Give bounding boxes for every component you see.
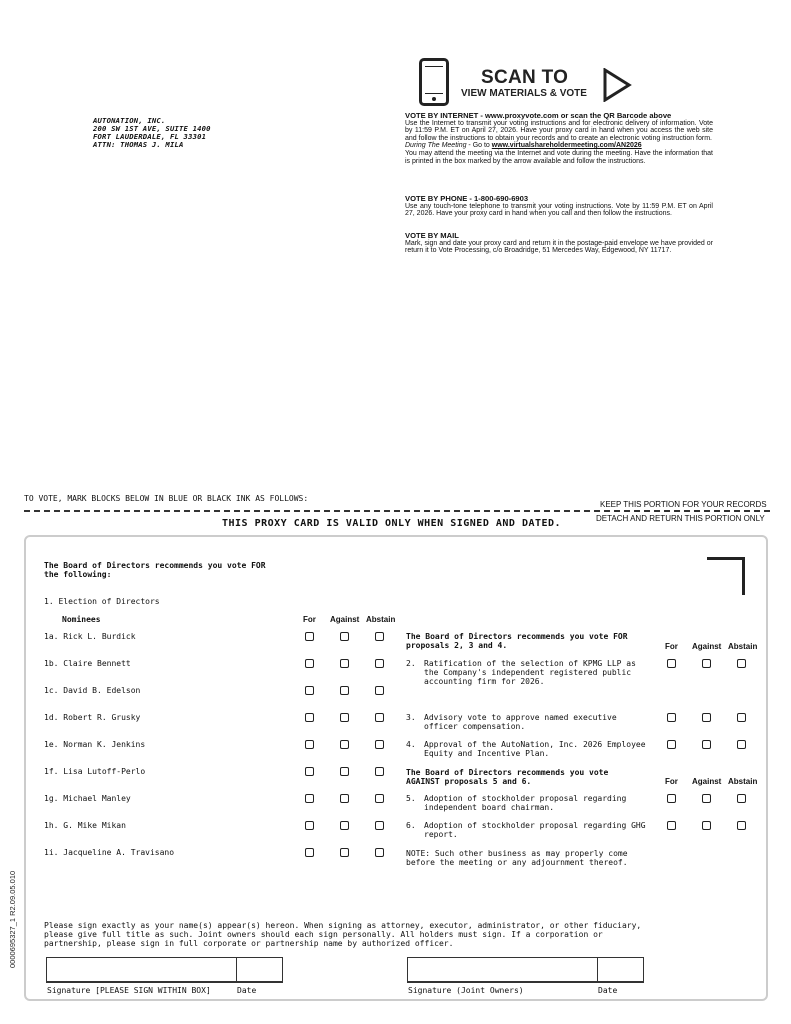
detach-line [24,510,770,512]
checkbox-abstain-proposal-3[interactable] [737,713,746,722]
proposal-3-text [424,713,617,731]
vote-meeting-line [405,142,713,150]
nominee-number: 1d. [44,713,59,722]
proposal-number: 3. [406,713,416,722]
sign-line: Please sign exactly as your name(s) appear(s) hereon. When signing as attorney, executor, administrator, or other fiduciary, [44,921,642,930]
proposal-number: 2. [406,659,416,668]
col-abstain-label: Abstain [366,615,396,624]
item-1-title: 1. Election of Directors [44,597,160,606]
proposal-5-text [424,794,626,812]
address-line: ATTN: THOMAS J. MILA [93,140,184,149]
play-arrow-icon [602,68,632,102]
checkbox-abstain-1c[interactable] [375,686,384,695]
scan-title: SCAN TO [481,67,569,88]
address-line: AUTONATION, INC. [93,116,166,125]
corner-mark-icon [707,557,745,595]
checkbox-for-1b[interactable] [305,659,314,668]
checkbox-for-proposal-2[interactable] [667,659,676,668]
proposal-line: Approval of the AutoNation, Inc. 2026 Employee [424,740,646,749]
detach-portion-label: DETACH AND RETURN THIS PORTION ONLY [596,514,765,523]
checkbox-against-1b[interactable] [340,659,349,668]
nominee-number: 1i. [44,848,59,857]
joint-signature-box[interactable] [407,957,644,983]
checkbox-for-1e[interactable] [305,740,314,749]
nominee-name: G. Mike Mikan [63,821,126,830]
board-rec-1-line: The Board of Directors recommends you vote FOR [44,561,266,570]
nominee-name: Norman K. Jenkins [63,740,146,749]
nominee-name: Jacqueline A. Travisano [63,848,175,857]
vote-phone-heading: VOTE BY PHONE - 1-800-690-6903 [405,194,529,203]
proposal-line: Equity and Incentive Plan. [424,749,550,758]
nominee-1f [44,767,145,776]
proposal-line: officer compensation. [424,722,526,731]
board-rec-3-line: AGAINST proposals 5 and 6. [406,777,532,786]
nominees-label: Nominees [62,615,101,624]
proposal-6-text [424,821,646,839]
vote-internet-section [405,112,713,165]
board-rec-3-line: The Board of Directors recommends you vote [406,768,609,777]
vote-meeting-body: You may attend the meeting via the Internet and vote during the meeting. Have the information that is printed in the box marked by the arrow available and follow the instructions. [405,149,713,165]
document-code: 0000695327_1 R2.09.05.010 [8,870,17,968]
valid-notice: THIS PROXY CARD IS VALID ONLY WHEN SIGNED AND DATED. [222,518,562,529]
vote-phone-body: Use any touch-tone telephone to transmit your voting instructions. Vote by 11:59 P.M. ET on April 27, 2026. Have your proxy card in hand when you call and then follow the instructions. [405,202,713,218]
col-against-label: Against [330,615,360,624]
proposal-line: the Company's independent registered public [424,668,632,677]
meeting-label: During The Meeting [405,142,467,150]
note-line: NOTE: Such other business as may properly come [406,849,628,858]
meeting-text: - Go to [466,142,492,150]
mailing-address [93,117,211,149]
nominee-1i [44,848,174,857]
checkbox-abstain-1i[interactable] [375,848,384,857]
proposal-2-text [424,659,636,686]
checkbox-abstain-1g[interactable] [375,794,384,803]
checkbox-abstain-1h[interactable] [375,821,384,830]
nominee-1g [44,794,131,803]
nominee-number: 1c. [44,686,59,695]
board-rec-1-line: the following: [44,570,112,579]
checkbox-for-1h[interactable] [305,821,314,830]
phone-icon [419,58,449,106]
nominee-1h [44,821,126,830]
sign-instructions [44,921,641,948]
checkbox-against-1c[interactable] [340,686,349,695]
checkbox-abstain-proposal-4[interactable] [737,740,746,749]
nominee-number: 1g. [44,794,59,803]
proposal-line: report. [424,830,458,839]
proposal-line: Ratification of the selection of KPMG LLP as [424,659,636,668]
nominee-name: Rick L. Burdick [63,632,136,641]
board-rec-2-line: proposals 2, 3 and 4. [406,641,508,650]
proposal-line: accounting firm for 2026. [424,677,545,686]
checkbox-for-proposal-5[interactable] [667,794,676,803]
nominee-1e [44,740,145,749]
vote-internet-heading: VOTE BY INTERNET - www.proxyvote.com or scan the QR Barcode above [405,111,672,120]
sign-line: partnership, please sign in full corporate or partnership name by authorized officer. [44,939,454,948]
vote-mail-heading: VOTE BY MAIL [405,231,459,240]
proposal-number: 6. [406,821,416,830]
board-rec-3 [406,768,608,786]
checkbox-against-1g[interactable] [340,794,349,803]
nominee-name: Michael Manley [63,794,131,803]
vote-mail-body: Mark, sign and date your proxy card and return it in the postage-paid envelope we have provided or return it to Vote Processing, c/o Broadridge, 51 Mercedes Way, Edgewood, NY 11717. [405,239,713,255]
checkbox-against-1i[interactable] [340,848,349,857]
col-against-label: Against [692,642,722,651]
ink-instructions: TO VOTE, MARK BLOCKS BELOW IN BLUE OR BLACK INK AS FOLLOWS: [24,494,309,503]
checkbox-for-1g[interactable] [305,794,314,803]
nominee-number: 1b. [44,659,59,668]
joint-signature-label: Signature (Joint Owners) [408,986,524,995]
col-against-label: Against [692,777,722,786]
checkbox-for-1a[interactable] [305,632,314,641]
nominee-name: Lisa Lutoff-Perlo [63,767,146,776]
proposal-line: Advisory vote to approve named executive [424,713,617,722]
col-for-label: For [665,777,678,786]
col-for-label: For [665,642,678,651]
meeting-url-link[interactable]: www.virtualshareholdermeeting.com/AN2026 [491,142,642,150]
checkbox-abstain-1b[interactable] [375,659,384,668]
checkbox-against-proposal-2[interactable] [702,659,711,668]
proposal-number: 5. [406,794,416,803]
nominee-1a [44,632,136,641]
checkbox-for-1d[interactable] [305,713,314,722]
nominee-1d [44,713,140,722]
nominee-name: Claire Bennett [63,659,131,668]
checkbox-for-1c[interactable] [305,686,314,695]
nominee-number: 1f. [44,767,59,776]
checkbox-abstain-proposal-6[interactable] [737,821,746,830]
sign-line: please give full title as such. Joint owners should each sign personally. All holders must sign. If a corporation or [44,930,603,939]
address-line: 200 SW 1ST AVE, SUITE 1400 [93,124,211,133]
nominee-name: David B. Edelson [63,686,141,695]
checkbox-against-1a[interactable] [340,632,349,641]
date-label: Date [237,986,257,995]
nominee-number: 1h. [44,821,59,830]
col-abstain-label: Abstain [728,642,758,651]
note-line: before the meeting or any adjournment thereof. [406,858,628,867]
keep-portion-label: KEEP THIS PORTION FOR YOUR RECORDS [600,500,767,509]
address-line: FORT LAUDERDALE, FL 33301 [93,132,207,141]
nominee-name: Robert R. Grusky [63,713,141,722]
checkbox-abstain-1d[interactable] [375,713,384,722]
checkbox-abstain-1e[interactable] [375,740,384,749]
proposal-line: Adoption of stockholder proposal regarding GHG [424,821,646,830]
col-abstain-label: Abstain [728,777,758,786]
checkbox-for-proposal-6[interactable] [667,821,676,830]
proposal-line: independent board chairman. [424,803,555,812]
date-label: Date [598,986,618,995]
signature-box[interactable] [46,957,283,983]
scan-subtitle: VIEW MATERIALS & VOTE [461,88,587,99]
signature-label: Signature [PLEASE SIGN WITHIN BOX] [47,986,211,995]
nominee-number: 1a. [44,632,59,641]
checkbox-for-1f[interactable] [305,767,314,776]
checkbox-abstain-1f[interactable] [375,767,384,776]
checkbox-against-proposal-6[interactable] [702,821,711,830]
proposal-line: Adoption of stockholder proposal regarding [424,794,627,803]
date-divider [236,957,237,983]
checkbox-against-proposal-3[interactable] [702,713,711,722]
checkbox-against-proposal-4[interactable] [702,740,711,749]
nominee-1b [44,659,131,668]
nominee-1c [44,686,140,695]
board-rec-2-line: The Board of Directors recommends you vote FOR [406,632,628,641]
checkbox-abstain-1a[interactable] [375,632,384,641]
checkbox-against-1d[interactable] [340,713,349,722]
checkbox-against-1f[interactable] [340,767,349,776]
board-rec-1 [44,561,266,579]
checkbox-for-1i[interactable] [305,848,314,857]
checkbox-against-proposal-5[interactable] [702,794,711,803]
checkbox-against-1h[interactable] [340,821,349,830]
proposal-4-text [424,740,646,758]
date-divider [597,957,598,983]
proposal-number: 4. [406,740,416,749]
checkbox-for-proposal-3[interactable] [667,713,676,722]
checkbox-abstain-proposal-5[interactable] [737,794,746,803]
col-for-label: For [303,615,316,624]
checkbox-abstain-proposal-2[interactable] [737,659,746,668]
board-rec-2 [406,632,628,650]
vote-internet-body: Use the Internet to transmit your voting instructions and for electronic delivery of information. Vote by 11:59 P.M. ET on April 27, 2026. Have your proxy card in hand when you access the web site and follow the instructions to obtain your records and to create an electronic voting instruction form. [405,119,713,142]
vote-mail-section [405,232,713,255]
checkbox-against-1e[interactable] [340,740,349,749]
note-text [406,849,628,867]
vote-phone-section [405,195,713,218]
nominee-number: 1e. [44,740,59,749]
checkbox-for-proposal-4[interactable] [667,740,676,749]
